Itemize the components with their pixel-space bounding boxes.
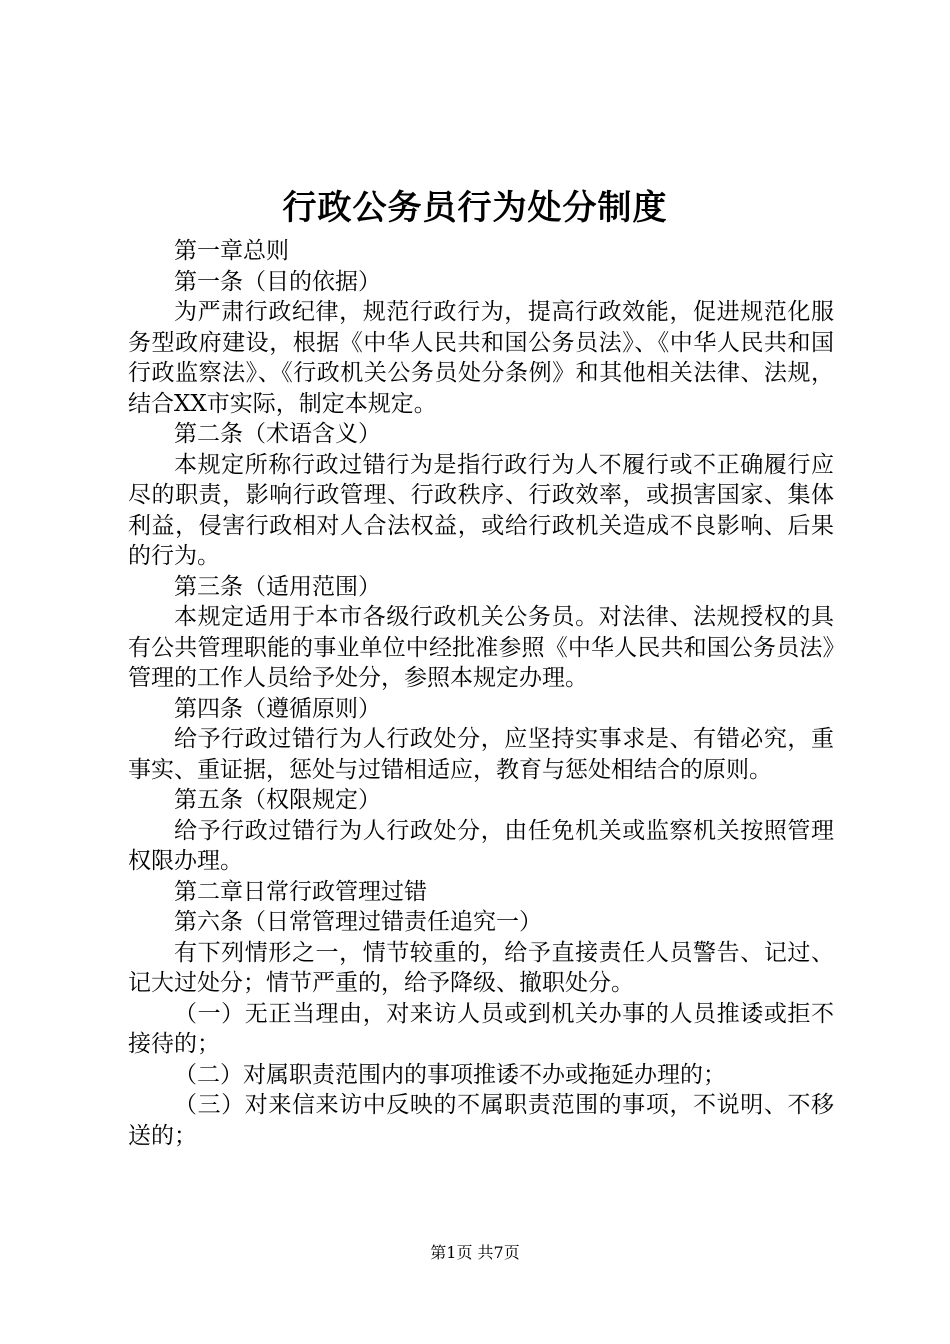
article-heading: 第一条（目的依据） xyxy=(174,268,381,295)
article-heading: 第五条（权限规定） xyxy=(174,787,381,813)
list-item: （三）对来信来访中反映的不属职责范围的事项，不说明、不移送的； xyxy=(128,1092,834,1149)
page-footer: 第1页 共7页 xyxy=(430,1243,520,1262)
article-heading: 第二条（术语含义） xyxy=(174,421,381,447)
article-text: 有下列情形之一，情节较重的，给予直接责任人员警告、记过、记大过处分；情节严重的，给予降级、撤职处分。 xyxy=(128,939,834,996)
article-heading: 第六条（日常管理过错责任追究一） xyxy=(174,909,542,935)
document-body xyxy=(128,236,834,1151)
article-text: 为严肃行政纪律，规范行政行为，提高行政效能，促进规范化服务型政府建设，根据《中华人民共和国公务员法》、《中华人民共和国行政监察法》、《行政机关公务员处分条例》和其他相关法律、法规，结合XX市实际，制定本规定。 xyxy=(128,299,834,417)
document-title: 行政公务员行为处分制度 xyxy=(282,188,668,228)
chapter-heading: 第二章日常行政管理过错 xyxy=(174,878,427,905)
article-text: 给予行政过错行为人行政处分，由任免机关或监察机关按照管理权限办理。 xyxy=(128,817,834,874)
list-item: （一）无正当理由，对来访人员或到机关办事的人员推诿或拒不接待的； xyxy=(128,1000,834,1057)
article-text: 给予行政过错行为人行政处分，应坚持实事求是、有错必究，重事实、重证据，惩处与过错相适应，教育与惩处相结合的原则。 xyxy=(128,726,834,783)
article-heading: 第四条（遵循原则） xyxy=(174,695,381,722)
article-text: 本规定所称行政过错行为是指行政行为人不履行或不正确履行应尽的职责，影响行政管理、行政秩序、行政效率，或损害国家、集体利益，侵害行政相对人合法权益，或给行政机关造成不良影响、后果的行为。 xyxy=(128,451,834,569)
article-text: 本规定适用于本市各级行政机关公务员。对法律、法规授权的具有公共管理职能的事业单位中经批准参照《中华人民共和国公务员法》管理的工作人员给予处分，参照本规定办理。 xyxy=(128,604,834,691)
chapter-heading: 第一章总则 xyxy=(174,238,289,264)
list-item: （二）对属职责范围内的事项推诿不办或拖延办理的； xyxy=(174,1061,726,1088)
article-heading: 第三条（适用范围） xyxy=(174,573,381,600)
